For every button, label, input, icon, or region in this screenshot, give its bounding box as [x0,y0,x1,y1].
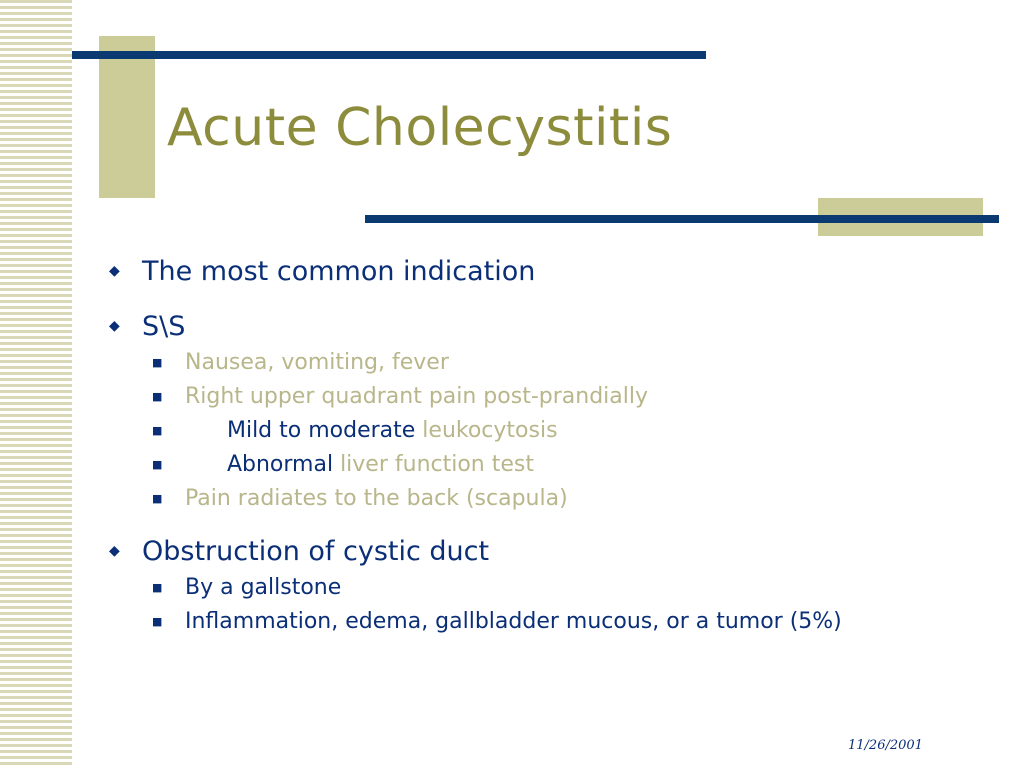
sub-bullet-highlight: leukocytosis [422,417,558,443]
bottom-rule [365,215,999,223]
bullet-text: Obstruction of cystic duct [142,535,490,567]
diamond-bullet-icon: ◆ [109,318,120,334]
sub-bullet-text: Right upper quadrant pain post-prandially [185,383,648,409]
sub-bullet-text: Pain radiates to the back (scapula) [185,485,568,511]
square-bullet-icon: ■ [152,355,163,369]
sub-bullet-item [152,570,1006,604]
diamond-bullet-icon: ◆ [109,543,120,559]
sub-bullet-text: Nausea, vomiting, fever [185,349,449,375]
striped-margin-decoration [0,0,72,768]
bullet-item [106,532,1006,570]
square-bullet-icon: ■ [152,389,163,403]
title-accent-block [99,36,155,198]
sub-bullet-item [152,604,1006,638]
slide-date: 11/26/2001 [848,738,923,753]
square-bullet-icon: ■ [152,614,163,628]
sub-bullet-text: Inflammation, edema, gallbladder mucous, or a tumor (5%) [185,608,842,634]
sub-bullet-item [152,481,1006,515]
slide-title: Acute Cholecystitis [167,98,673,158]
bullet-list [106,252,1006,638]
square-bullet-icon: ■ [152,580,163,594]
bullet-text: S\S [142,310,186,342]
sub-bullet-text: By a gallstone [185,574,342,600]
sub-bullet-text: Abnormal [226,451,341,477]
sub-bullet-highlight: liver function test [340,451,534,477]
diamond-bullet-icon: ◆ [109,263,120,279]
sub-bullet-item [152,447,1006,481]
top-rule [72,51,706,59]
square-bullet-icon: ■ [152,457,163,471]
bullet-item [106,252,1006,290]
sub-bullet-item [152,345,1006,379]
sub-bullet-text: Mild to moderate [226,417,423,443]
square-bullet-icon: ■ [152,491,163,505]
bullet-item [106,307,1006,345]
square-bullet-icon: ■ [152,423,163,437]
bullet-text: The most common indication [142,255,536,287]
